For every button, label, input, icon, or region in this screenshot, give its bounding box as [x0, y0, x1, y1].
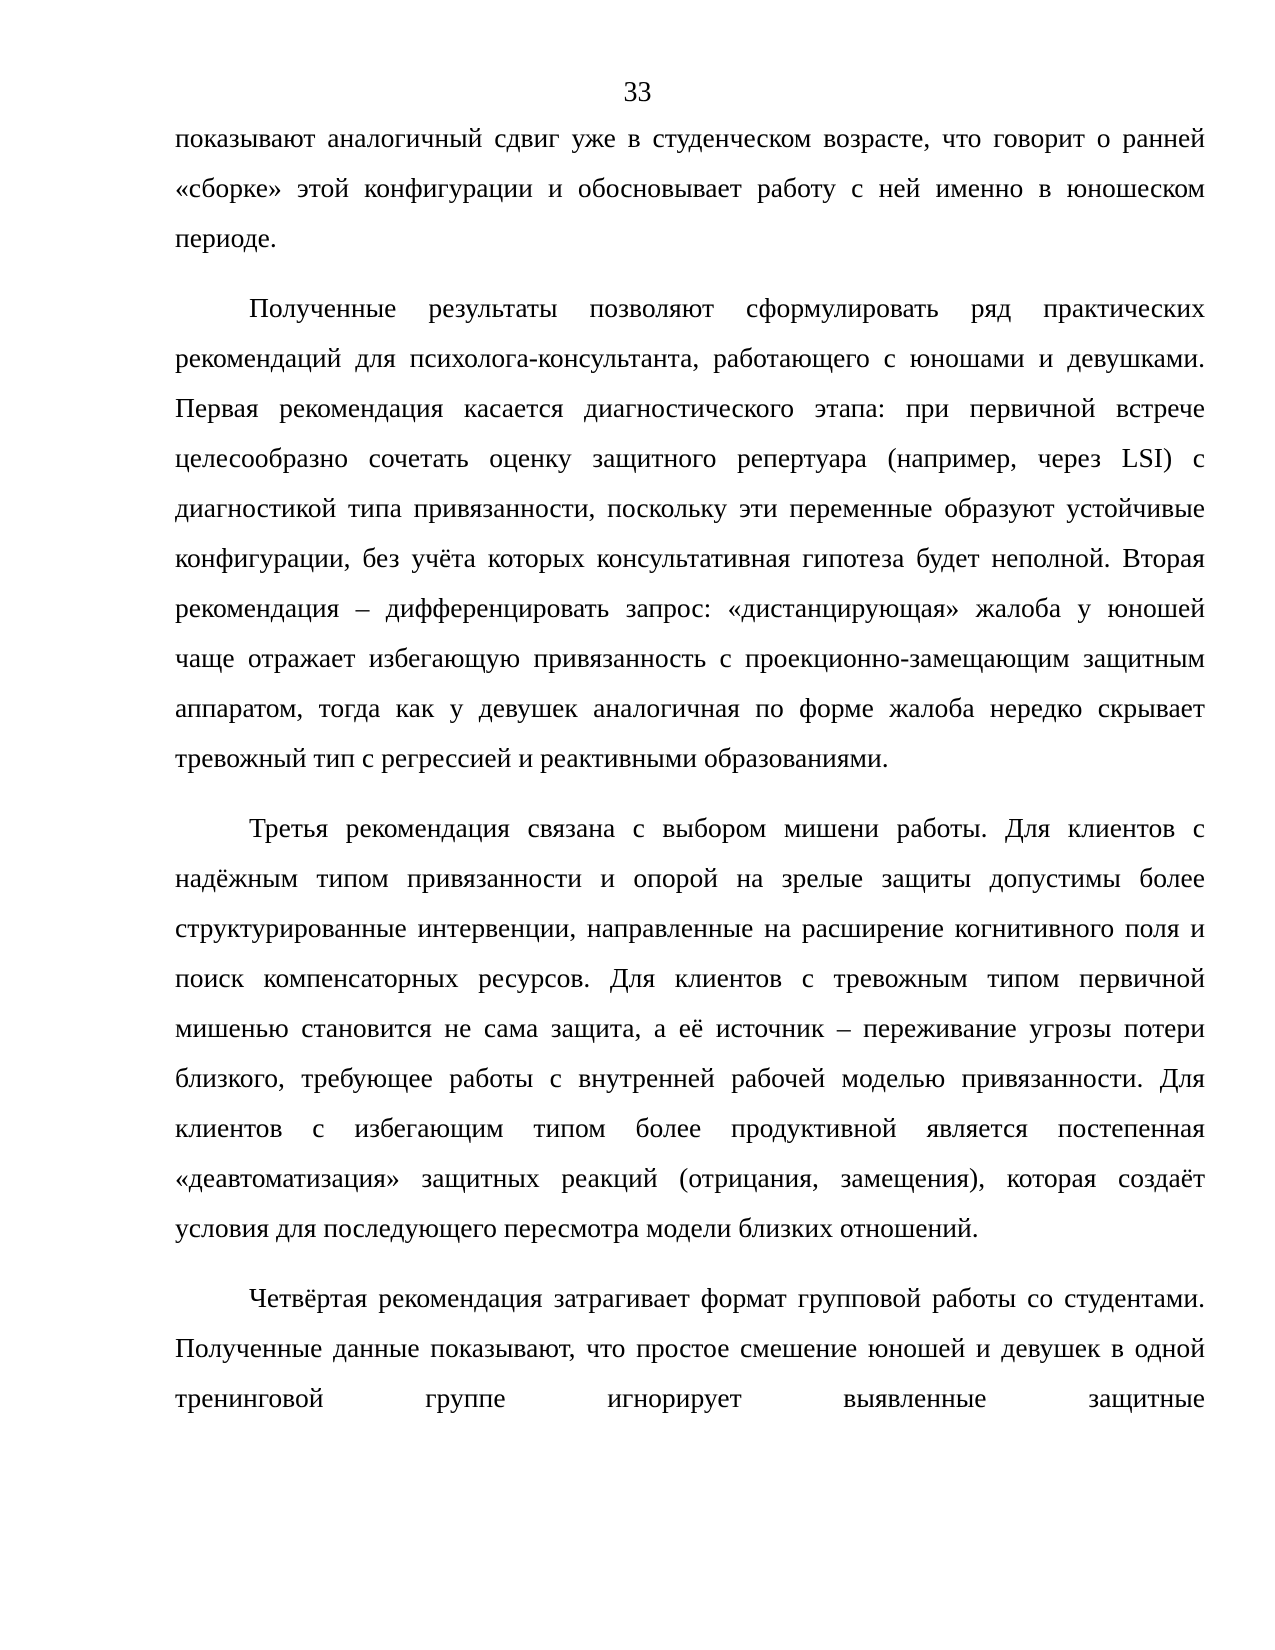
page-number: 33 [623, 77, 652, 108]
paragraph-continuation: показывают аналогичный сдвиг уже в студенческом возрасте, что говорит о ранней «сборке» этой конфигурации и обосновывает работу с ней именно в юношеском периоде. [175, 122, 1205, 253]
paragraph-fourth-recommendation: Четвёртая рекомендация затрагивает формат групповой работы со студентами. Полученные данные показывают, что простое смешение юношей и девушек в одной тренинговой группе игнорирует выявленные защитные [175, 1282, 1205, 1413]
paragraph-third-recommendation: Третья рекомендация связана с выбором мишени работы. Для клиентов с надёжным типом привязанности и опорой на зрелые защиты допустимы более структурированные интервенции, направленные на расширение когнитивного поля и поиск компенсаторных ресурсов. Для клиентов с тревожным типом первичной мишенью становится не сама защита, а её источник – переживание угрозы потери близкого, требующее работы с внутренней рабочей моделью привязанности. Для клиентов с избегающим типом более продуктивной является постепенная «деавтоматизация» защитных реакций (отрицания, замещения), которая создаёт условия для последующего пересмотра модели близких отношений. [175, 812, 1205, 1243]
body-text [175, 113, 1205, 1443]
paragraph-recommendations-intro: Полученные результаты позволяют сформулировать ряд практических рекомендаций для психолога-консультанта, работающего с юношами и девушками. Первая рекомендация касается диагностического этапа: при первичной встрече целесообразно сочетать оценку защитного репертуара (например, через LSI) с диагностикой типа привязанности, поскольку эти переменные образуют устойчивые конфигурации, без учёта которых консультативная гипотеза будет неполной. Вторая рекомендация – дифференцировать запрос: «дистанцирующая» жалоба у юношей чаще отражает избегающую привязанность с проекционно-замещающим защитным аппаратом, тогда как у девушек аналогичная по форме жалоба нередко скрывает тревожный тип с регрессией и реактивными образованиями. [175, 292, 1205, 773]
